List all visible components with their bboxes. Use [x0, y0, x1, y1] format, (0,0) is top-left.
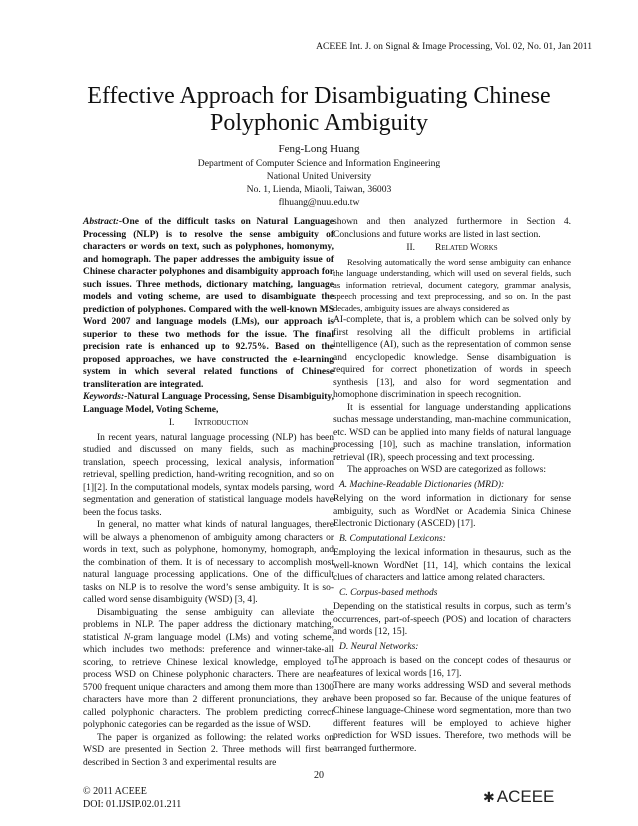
author-affiliation [0, 157, 638, 209]
subsection-a-heading: A. Machine-Readable Dictionaries (MRD): [339, 479, 505, 490]
keywords-text: -Natural Language Processing, Sense Disambiguity, Language Model, Voting Scheme, [83, 392, 334, 415]
related-paragraph-1-continued: AI-complete, that is, a problem which can be solved only by first resolving all the difficult problems in artificial intelligence (AI), such as the representation of common sense and encyclopedic knowledge. Sense disambiguation is required for correct phonetization of words in speech synthesis [13], and also for word segmentation and homophone discrimination in speech recognition. [333, 315, 571, 400]
section-2-title: Related Works [435, 243, 498, 253]
intro-paragraph-3-emphasis: N [123, 632, 131, 643]
keywords-label: Keywords: [83, 392, 125, 402]
subsection-c-heading: C. Corpus-based methods [339, 587, 438, 598]
affiliation-university: National United University [266, 171, 372, 182]
related-paragraph-3: The approaches on WSD are categorized as follows: [347, 465, 546, 475]
subsection-d-text: The approach is based on the concept codes of thesaurus or features of lexical words [16, 17]. [333, 656, 571, 679]
section-2-number: II. [406, 243, 416, 253]
section-1-heading [83, 417, 334, 430]
intro-paragraph-4: The paper is organized as following: the related works on WSD are presented in Section 2. Three methods will first be described in Section 3 and experimental results are [83, 732, 334, 768]
aceee-logo [483, 787, 554, 807]
right-column [333, 216, 571, 755]
intro-continuation: shown and then analyzed furthermore in Section 4. Conclusions and future works are listed in last section. [333, 217, 571, 240]
paper-title: Effective Approach for Disambiguating Chinese Polyphonic Ambiguity [87, 83, 551, 136]
intro-paragraph-1: In recent years, natural language processing (NLP) has been studied and discussed on many fields, such as machine translation, speech processing, lexical analysis, information retrieval, spelling prediction, hand-writing recognition, and so on [1][2]. In the computational models, syntax models parsing, word segmentation and generation of statistical language models have been the focus tasks. [83, 432, 334, 518]
affiliation-department: Department of Computer Science and Information Engineering [197, 158, 441, 169]
logo-mark-icon: ✱ [483, 789, 495, 805]
copyright-text: © 2011 ACEEE [83, 786, 147, 797]
affiliation-address: No. 1, Lienda, Miaoli, Taiwan, 36003 [246, 184, 392, 195]
subsection-d-heading: D. Neural Networks: [339, 641, 419, 652]
journal-header: ACEEE Int. J. on Signal & Image Processing, Vol. 02, No. 01, Jan 2011 [316, 41, 592, 52]
subsection-b-text: Employing the lexical information in thesaurus, such as the well-known WordNet [11, 14], which contains the lexical clues of characters and lattice among related characters. [333, 548, 571, 583]
intro-paragraph-3 [83, 607, 334, 732]
related-paragraph-1: Resolving automatically the word sense ambiguity can enhance the language understanding, which will used on several fields, such as information retrieval, document category, grammar analysis, speech processing and text preprocessing, and so on. In the past decades, ambiguity issues are always considered as [333, 256, 571, 313]
author-name: Feng-Long Huang [278, 143, 360, 155]
related-paragraph-4: There are many works addressing WSD and several methods have been proposed so far. Because of the unique features of Chinese language-Chinese word segmentation, more than two different features will be employed to achieve higher prediction for WSD issues. Therefore, two methods will be arranged furthermore. [333, 681, 571, 754]
footer-copyright [83, 785, 181, 811]
affiliation-email: flhuang@nuu.edu.tw [278, 197, 360, 208]
abstract-label: Abstract: [83, 217, 119, 227]
page-number: 20 [314, 770, 324, 781]
subsection-a-text: Relying on the word information in dictionary for sense ambiguity, such as WordNet or Academia Sinica Chinese Electronic Dictionary (ASCED) [17]. [333, 494, 571, 529]
subsection-b-heading: B. Computational Lexicons: [339, 533, 446, 544]
intro-paragraph-3-part-a: Disambiguating the sense ambiguity can alleviate the problems in NLP. The paper address the dictionary matching, statistical [83, 607, 334, 643]
intro-paragraph-2: In general, no matter what kinds of natural languages, there will be always a phenomenon of ambiguity among characters or words in text, such as polyphone, homonymy, homograph, and the combination of them. It is of necessary to accomplish most natural language processing applications. One of the difficult tasks on NLP is to resolve the word’s sense ambiguity. It is so-called word sense disambiguity (WSD) [3, 4]. [83, 520, 334, 605]
section-1-number: I. [168, 418, 175, 428]
abstract [83, 216, 334, 391]
doi-text: DOI: 01.IJSIP.02.01.211 [83, 799, 182, 810]
subsection-c-text: Depending on the statistical results in corpus, such as term’s occurrences, part-of-speech (POS) and location of characters and words [12, 15]. [333, 602, 571, 637]
related-paragraph-2: It is essential for language understanding applications suchas message understanding, man-machine communication, etc. WSD can be applied into many fields of natural language processing [10], such as machine translation, information retrieval (IR), speech processing and text processing. [333, 402, 571, 463]
section-2-heading [333, 242, 571, 255]
intro-paragraph-3-part-b: -gram language model (LMs) and voting scheme, which includes two methods: preference and winner-take-all scoring, to retrieve Chinese lexical knowledge, employed to process WSD on Chinese polyphonic characters. There are near 5700 frequent unique characters and among them more than 1300 characters have more than 2 different pronunciations, they are called polyphonic characters. The problem predicting correct polyphonic categories can be regarded as the issue of WSD. [83, 632, 334, 730]
section-1-title: Introduction [194, 418, 249, 428]
left-column [83, 216, 334, 769]
keywords [83, 391, 334, 416]
abstract-text: -One of the difficult tasks on Natural Language Processing (NLP) is to resolve the sense ambiguity of characters or words on text, such as polyphones, homonymy, and homograph. The paper addresses the ambiguity issue of Chinese character polyphones and disambiguity approach for such issues. Three methods, dictionary matching, language models and voting scheme, are used to disambiguate the prediction of polyphones. Compared with the well-known MS Word 2007 and language models (LMs), our approach is superior to these two methods for the issue. The final precision rate is enhanced up to 92.75%. Based on the proposed approaches, we have constructed the e-learning system in which several related functions of Chinese transliteration are integrated. [83, 217, 334, 390]
logo-text: ACEEE [496, 787, 555, 806]
